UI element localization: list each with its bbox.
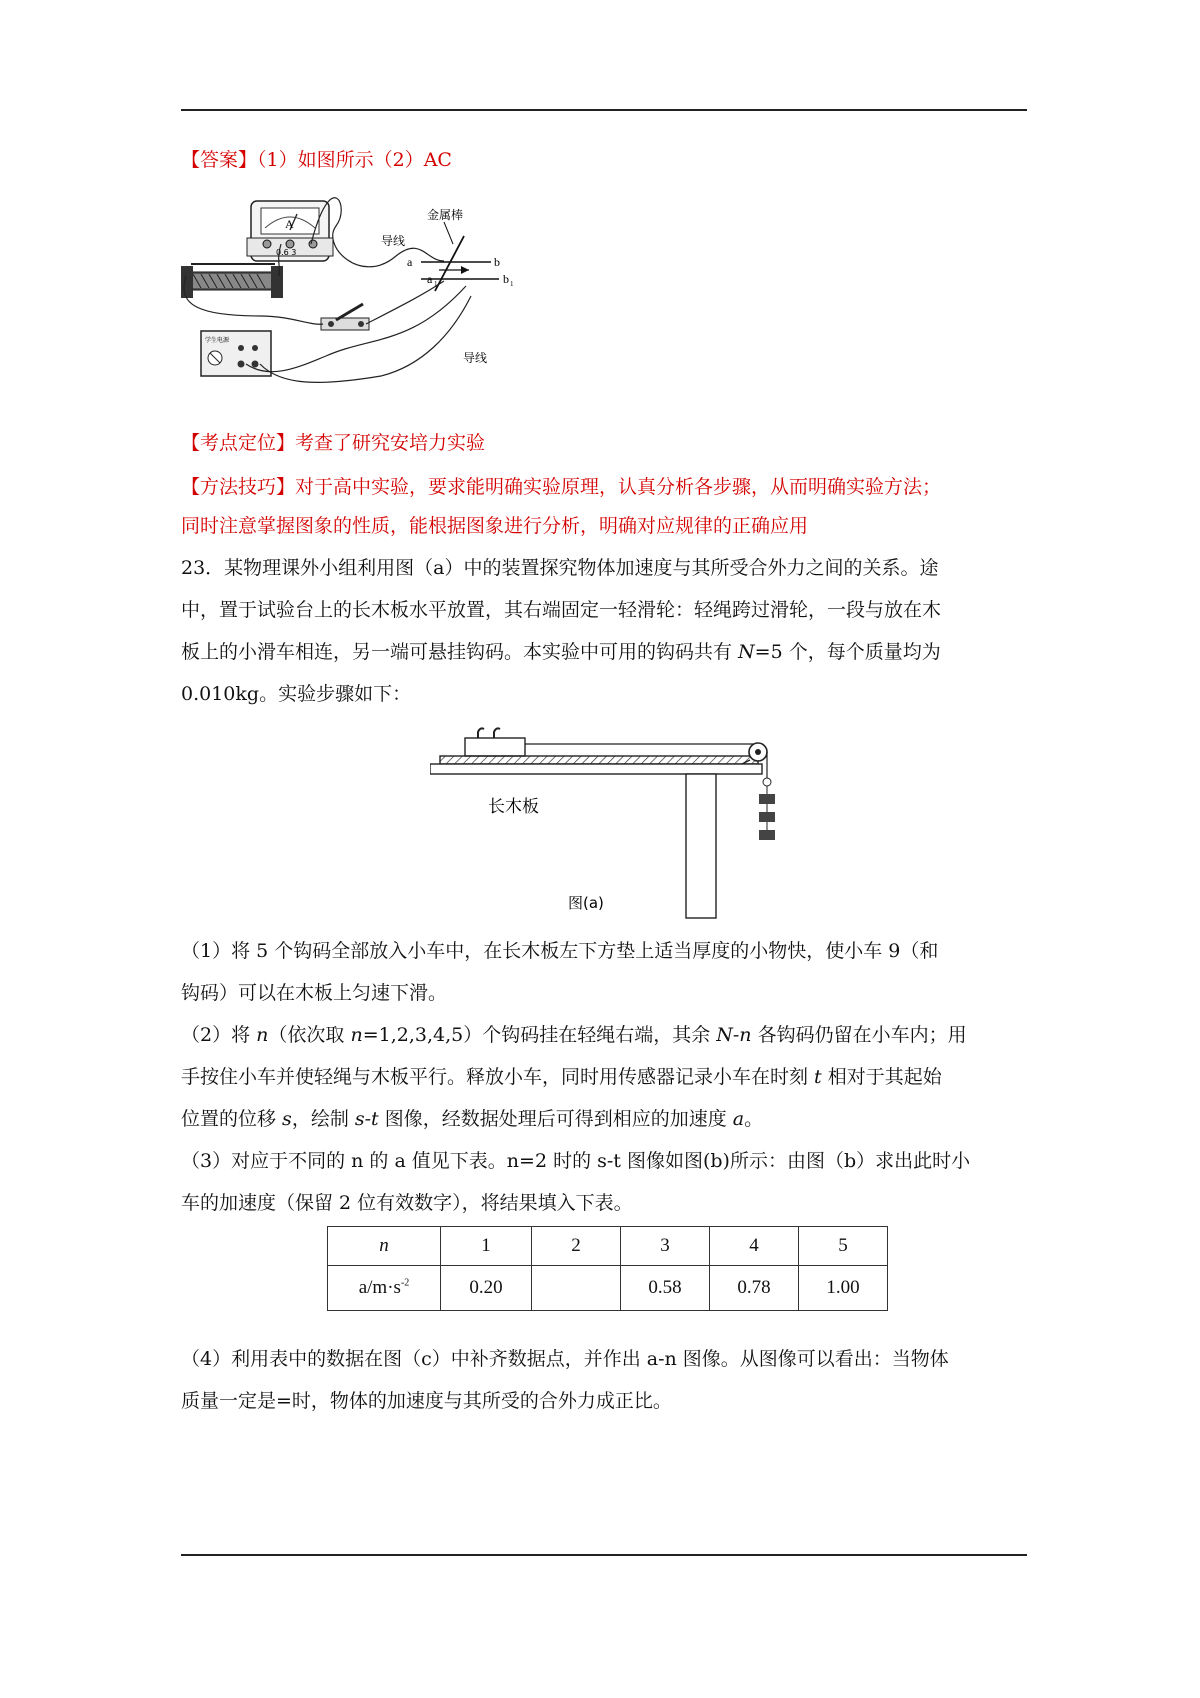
step2-l1g: 各钩码仍留在小车内；用 — [751, 1024, 967, 1046]
fangfa-tag: 【方法技巧】 — [181, 476, 296, 498]
table-cell: 0.58 — [621, 1266, 710, 1311]
table-cell: 1.00 — [799, 1266, 888, 1311]
figure-a-caption: 图(a) — [568, 894, 604, 912]
step1-line-1: （1）将 5 个钩码全部放入小车中，在长木板左下方垫上适当厚度的小物快，使小车 9（和 — [181, 940, 939, 962]
label-a1-sub: 1 — [434, 280, 438, 288]
q23-line-3 — [181, 637, 1027, 667]
label-a: a — [407, 255, 413, 269]
step2-l3g: 。 — [744, 1108, 764, 1130]
step3-line-2: 车的加速度（保留 2 位有效数字），将结果填入下表。 — [181, 1192, 633, 1214]
power-supply-icon — [201, 331, 271, 376]
table-row — [328, 1227, 888, 1266]
step2-l1c: （依次取 — [268, 1024, 351, 1046]
table-cell: 3 — [621, 1227, 710, 1266]
meter-letter: A — [285, 217, 294, 231]
step1-line-2: 钩码）可以在木板上匀速下滑。 — [181, 982, 448, 1004]
ammeter-icon — [247, 201, 333, 261]
q23-line-3b: N — [738, 641, 755, 663]
step2-l3b: s — [282, 1108, 292, 1130]
step2-l2a: 手按住小车并使轻绳与木板平行。释放小车，同时用传感器记录小车在时刻 — [181, 1066, 815, 1088]
step2-l1e: =1,2,3,4,5）个钩码挂在轻绳右端，其余 — [362, 1024, 717, 1046]
step2-l1a: （2）将 — [181, 1024, 257, 1046]
kaodian-line — [181, 428, 1027, 458]
fangfa-line-2: 同时注意掌握图象的性质，能根据图象进行分析，明确对应规律的正确应用 — [181, 515, 809, 537]
table-cell: 1 — [441, 1227, 532, 1266]
table-cell: 0.78 — [710, 1266, 799, 1311]
step2-line-3 — [181, 1104, 1027, 1134]
switch-icon — [321, 304, 369, 330]
table-row — [328, 1266, 888, 1311]
step2-line-1 — [181, 1020, 1027, 1050]
row-label-text: a/m·s — [358, 1277, 401, 1298]
q23-line-4: 0.010kg。实验步骤如下： — [181, 683, 412, 705]
label-a1: a — [427, 272, 433, 286]
hook-weights-icon — [759, 778, 775, 840]
table-cell: 5 — [799, 1227, 888, 1266]
table-row-label — [328, 1266, 441, 1311]
label-b: b — [494, 255, 500, 269]
q23-line-3a: 板上的小滑车相连，另一端可悬挂钩码。本实验中可用的钩码共有 — [181, 641, 739, 663]
step2-l3a: 位置的位移 — [181, 1108, 283, 1130]
label-b1: b — [503, 272, 509, 286]
step2-l3c: ，绘制 — [291, 1108, 355, 1130]
step2-l2b: t — [814, 1066, 822, 1088]
fangfa-text-1: 对于高中实验，要求能明确实验原理，认真分析各步骤，从而明确实验方法； — [295, 476, 942, 498]
step2-l1f: N-n — [716, 1024, 752, 1046]
board-label: 长木板 — [488, 797, 539, 817]
table-head-label: n — [328, 1227, 441, 1266]
step2-l1d: n — [350, 1024, 363, 1046]
step2-line-2 — [181, 1062, 1027, 1092]
rheostat-icon — [181, 264, 283, 298]
table-cell: 0.20 — [441, 1266, 532, 1311]
meter-terminals: 0.6 3 — [276, 248, 297, 257]
kaodian-tag: 【考点定位】 — [181, 432, 296, 454]
label-wire-bottom: 导线 — [463, 351, 488, 365]
step4-line-2: 质量一定是=时，物体的加速度与其所受的合外力成正比。 — [181, 1390, 672, 1412]
circuit-figure — [181, 186, 571, 416]
footer-rule — [181, 1554, 1027, 1556]
table-cell-empty[interactable] — [532, 1266, 621, 1311]
table-top — [430, 764, 762, 774]
fangfa-line-1 — [181, 472, 1027, 502]
q23-line-2: 中，置于试验台上的长木板水平放置，其右端固定一轻滑轮：轻绳跨过滑轮，一段与放在木 — [181, 599, 942, 621]
label-b1-sub: 1 — [510, 280, 514, 288]
long-board — [440, 756, 758, 764]
step3-line-1: （3）对应于不同的 n 的 a 值见下表。n=2 时的 s-t 图像如图(b)所示：由图（b）求出此时小 — [181, 1150, 971, 1172]
table-cell: 2 — [532, 1227, 621, 1266]
step2-l1b: n — [256, 1024, 269, 1046]
step2-l3e: 图像，经数据处理后可得到相应的加速度 — [378, 1108, 733, 1130]
label-rod: 金属棒 — [427, 208, 464, 222]
step4-line-1: （4）利用表中的数据在图（c）中补齐数据点，并作出 a-n 图像。从图像可以看出：当物体 — [181, 1348, 949, 1370]
row-label-sup: -2 — [400, 1277, 410, 1289]
step2-l3d: s-t — [354, 1108, 379, 1130]
header-rule — [181, 109, 1027, 111]
power-label: 学生电源 — [205, 337, 230, 344]
kaodian-text: 考查了研究安培力实验 — [295, 432, 486, 454]
cart-icon — [465, 728, 525, 756]
step2-l2c: 相对于其起始 — [821, 1066, 942, 1088]
label-wire-top: 导线 — [381, 234, 406, 248]
answer-text: （1）如图所示（2）AC — [257, 149, 452, 171]
q23-line-3c: =5 个，每个质量均为 — [754, 641, 941, 663]
q23-line-1: 23．某物理课外小组利用图（a）中的装置探究物体加速度与其所受合外力之间的关系。途 — [181, 557, 939, 579]
step2-l3f: a — [732, 1108, 745, 1130]
answer-tag: 【答案】 — [181, 149, 258, 171]
rails-and-rod — [381, 207, 514, 365]
data-table — [327, 1226, 888, 1311]
table-leg — [686, 774, 716, 918]
answer-line — [181, 145, 1027, 175]
apparatus-figure — [430, 720, 790, 920]
table-cell: 4 — [710, 1227, 799, 1266]
